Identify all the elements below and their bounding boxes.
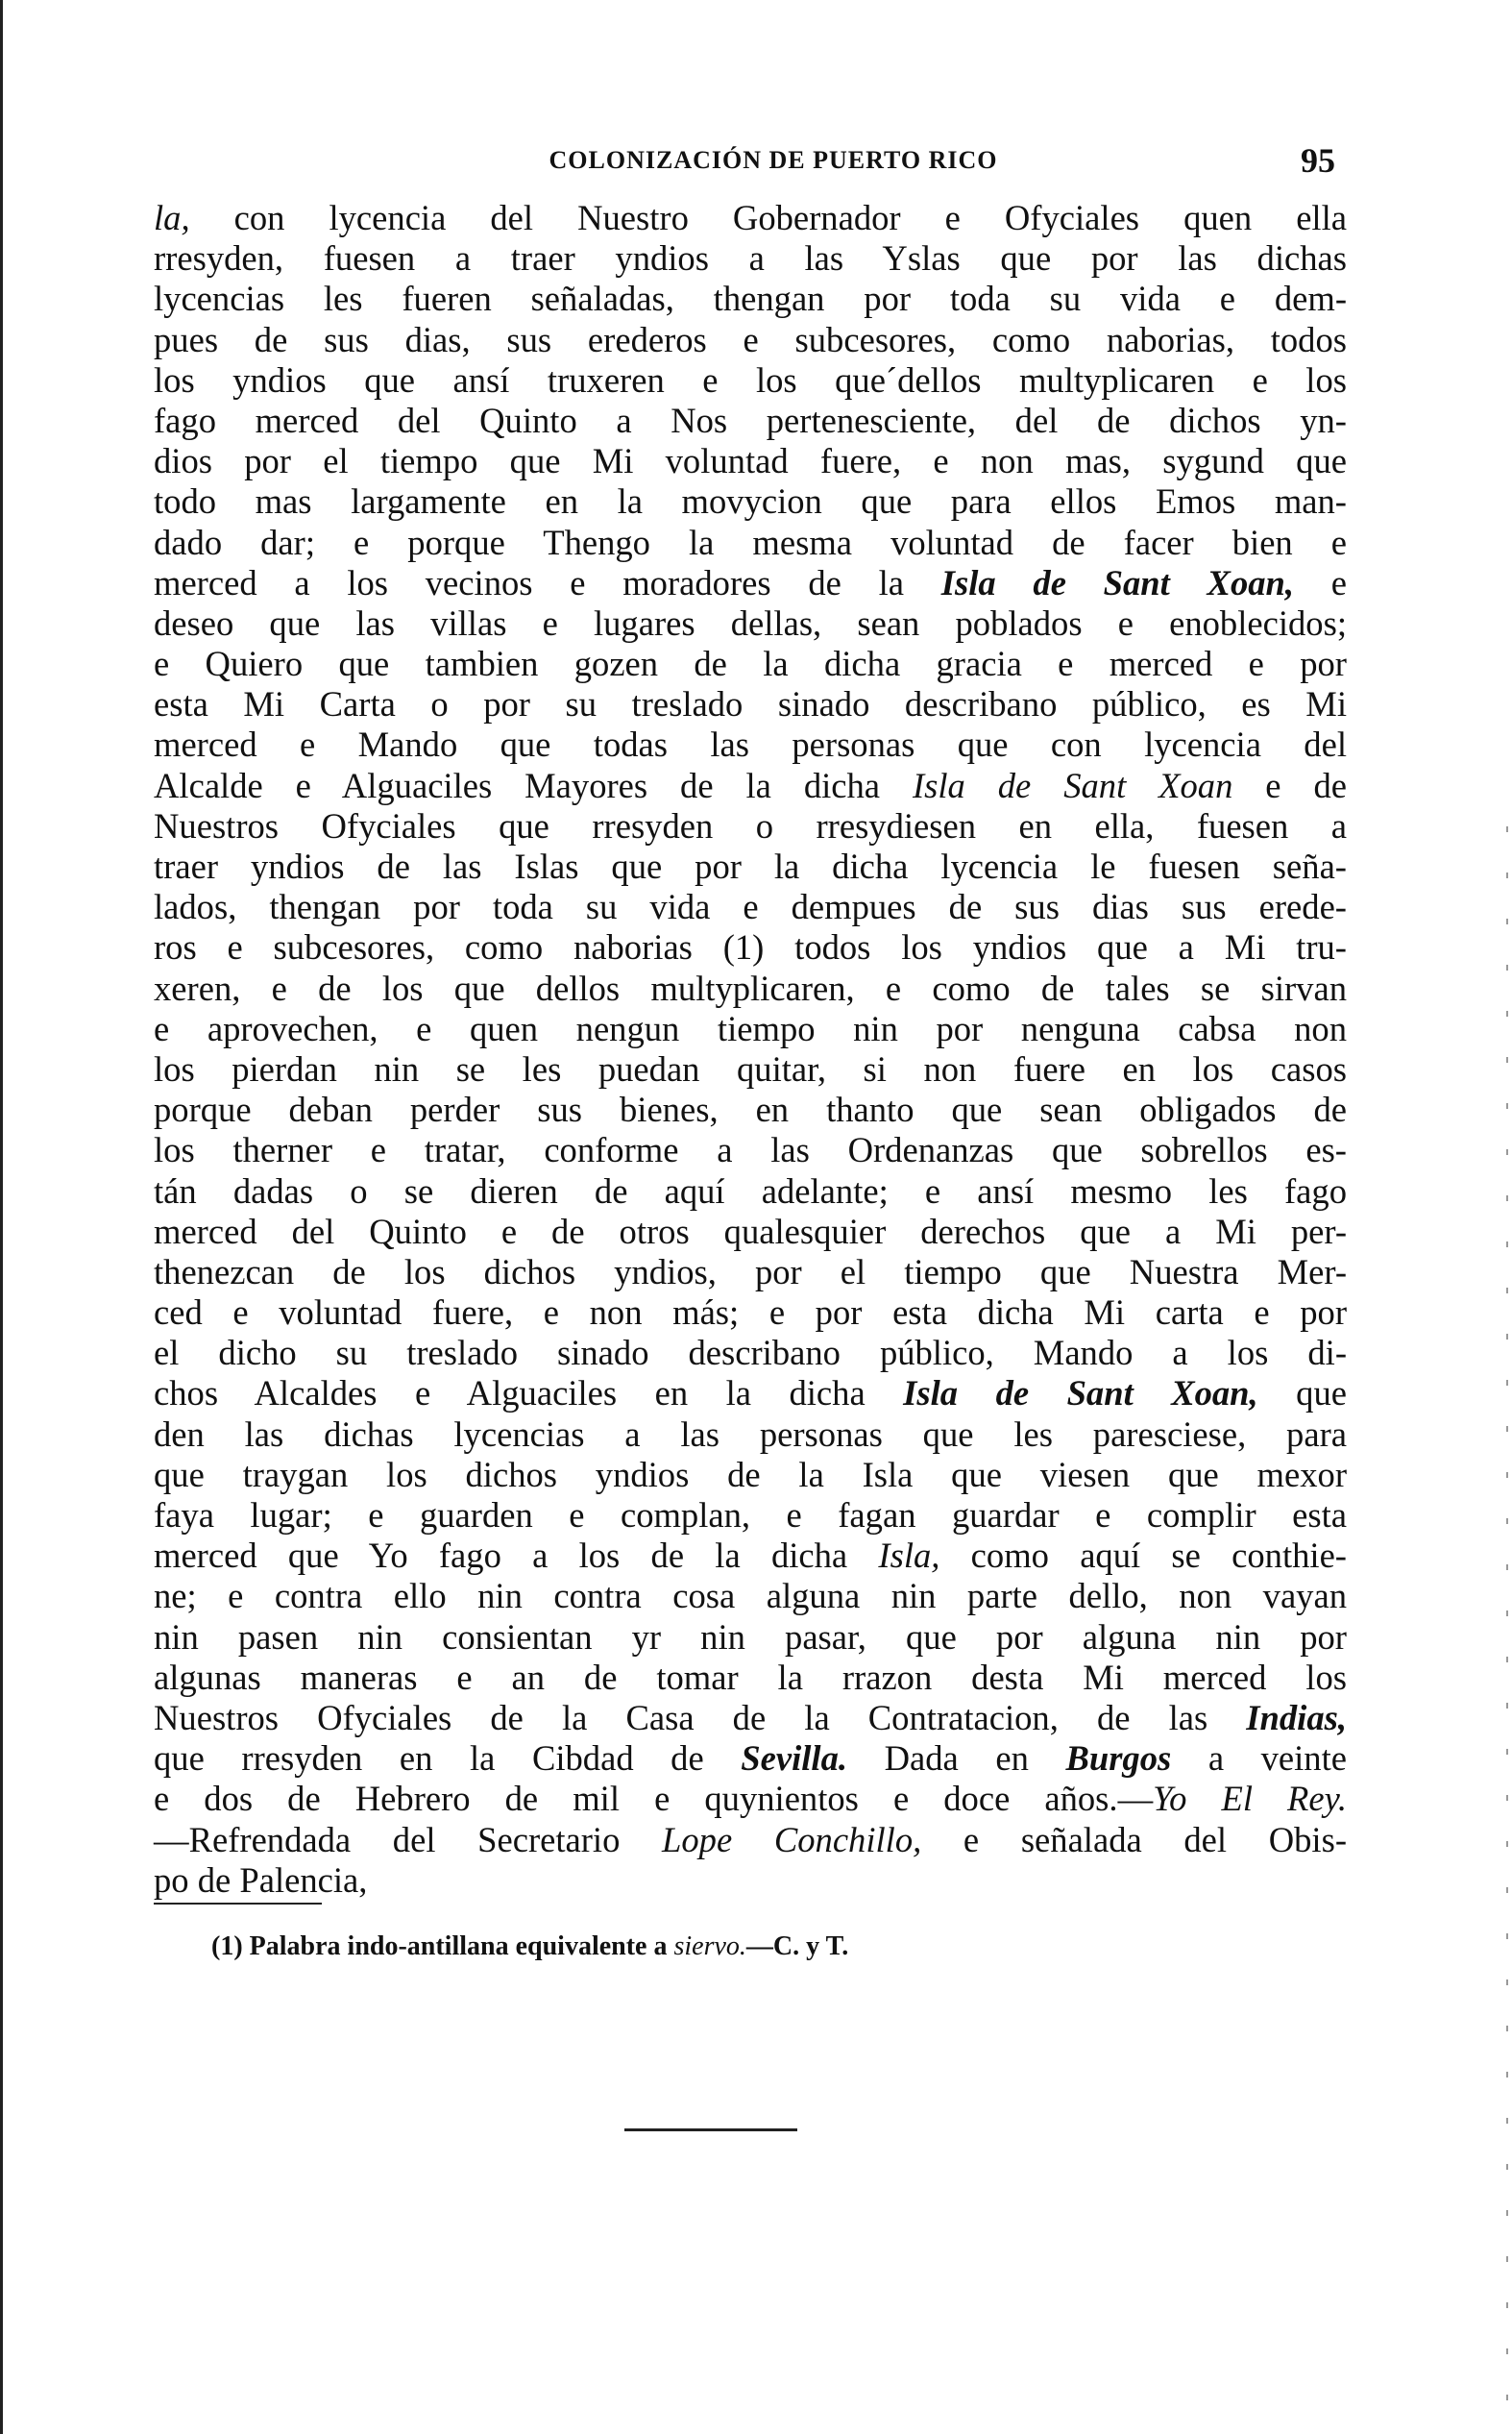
text-run: Nuestros Ofyciales de la Casa de la Contratacion, de las: [154, 1697, 1247, 1737]
text-italic: Sevilla.: [741, 1738, 848, 1779]
text-line: tán dadas o se dieren de aquí adelante; e ansí mesmo les fago: [154, 1170, 1347, 1211]
text-line: [154, 1536, 1347, 1576]
text-line: pues de sus dias, sus erederos e subcesores, como naborias, todos: [154, 319, 1347, 359]
text-line: los yndios que ansí truxeren e los que´dellos multyplicaren e los: [154, 359, 1347, 400]
page-number: 95: [1301, 141, 1335, 180]
text-run: e señalada del Obis-: [921, 1819, 1347, 1859]
text-line: Nuestros Ofyciales que rresyden o rresydiesen en ella, fuesen a: [154, 805, 1347, 846]
text-line: algunas maneras e an de tomar la rrazon desta Mi merced los: [154, 1657, 1347, 1697]
text-run: que rresyden en la Cibdad de: [154, 1738, 742, 1779]
end-divider: [624, 2128, 797, 2131]
text-line: dado dar; e porque Thengo la mesma voluntad de facer bien e: [154, 522, 1347, 562]
text-line: porque deban perder sus bienes, en thanto que sean obligados de: [154, 1090, 1347, 1130]
text-italic: Isla de Sant Xoan: [912, 765, 1233, 805]
text-line: ne; e contra ello nin contra cosa alguna nin parte dello, non vayan: [154, 1576, 1347, 1616]
footnote-marker: (1): [211, 1931, 243, 1961]
text-run: como aquí se conthie-: [939, 1536, 1347, 1576]
text-italic: la,: [154, 198, 190, 237]
text-line: rresyden, fuesen a traer yndios a las Yslas que por las dichas: [154, 238, 1347, 279]
text-line: traer yndios de las Islas que por la dicha lycencia le fuesen seña-: [154, 847, 1347, 886]
footnote-term: siervo.: [673, 1931, 746, 1961]
page-header: [211, 141, 1335, 184]
text-line: lycencias les fueren señaladas, thengan por toda su vida e dem-: [154, 279, 1347, 319]
body-text: [154, 198, 1347, 1901]
text-line: [154, 1779, 1347, 1819]
text-line: que traygan los dichos yndios de la Isla que viesen que mexor: [154, 1454, 1347, 1494]
text-line: den las dichas lycencias a las personas que les paresciese, para: [154, 1414, 1347, 1454]
text-line: xeren, e de los que dellos multyplicaren, e como de tales se sirvan: [154, 968, 1347, 1008]
text-line: los pierdan nin se les puedan quitar, si non fuere en los casos: [154, 1048, 1347, 1089]
footnote-source: —C. y T.: [745, 1931, 849, 1961]
text-line: e aprovechen, e quen nengun tiempo nin por nenguna cabsa non: [154, 1008, 1347, 1048]
text-run: e: [1294, 562, 1347, 602]
text-line: e Quiero que tambien gozen de la dicha gracia e merced e por: [154, 644, 1347, 684]
text-italic: Isla de Sant Xoan,: [903, 1373, 1258, 1414]
text-line: fago merced del Quinto a Nos pertenesciente, del de dichos yn-: [154, 400, 1347, 440]
text-line: [154, 198, 1347, 238]
text-line: [154, 1820, 1347, 1860]
text-run: Alcalde e Alguaciles Mayores de la dicha: [154, 765, 913, 805]
text-line: ced e voluntad fuere, e non más; e por esta dicha Mi carta e por: [154, 1292, 1347, 1333]
text-italic: Isla,: [878, 1536, 940, 1576]
footnote-divider: [154, 1903, 322, 1905]
text-run: e dos de Hebrero de mil e quynientos e doce años.—: [154, 1779, 1154, 1819]
text-run: Dada en: [847, 1738, 1066, 1779]
text-line: nin pasen nin consientan yr nin pasar, que por alguna nin por: [154, 1616, 1347, 1657]
text-line: thenezcan de los dichos yndios, por el tiempo que Nuestra Mer-: [154, 1251, 1347, 1291]
text-line: el dicho su treslado sinado describano público, Mando a los di-: [154, 1333, 1347, 1373]
text-line: dios por el tiempo que Mi voluntad fuere, e non mas, sygund que: [154, 441, 1347, 481]
text-line: deseo que las villas e lugares dellas, sean poblados e enoblecidos;: [154, 602, 1347, 643]
text-run: —Refrendada del Secretario: [154, 1819, 663, 1859]
text-italic: Isla de Sant Xoan,: [940, 562, 1295, 602]
text-line: ros e subcesores, como naborias (1) todos los yndios que a Mi tru-: [154, 927, 1347, 968]
text-line: po de Palencia,: [154, 1859, 368, 1900]
text-italic: Yo El Rey.: [1153, 1779, 1347, 1819]
text-run: con lycencia del Nuestro Gobernador e Ofyciales quen ella: [189, 198, 1347, 237]
text-line: [154, 1698, 1347, 1738]
text-run: merced que Yo fago a los de la dicha: [154, 1536, 879, 1576]
text-line: todo mas largamente en la movycion que para ellos Emos man-: [154, 481, 1347, 522]
text-run: que: [1257, 1373, 1347, 1414]
page-right-edge-marks: [1506, 826, 1508, 2422]
text-line: los therner e tratar, conforme a las Ordenanzas que sobrellos es-: [154, 1130, 1347, 1170]
text-line: esta Mi Carta o por su treslado sinado describano público, es Mi: [154, 684, 1347, 725]
text-line: merced e Mando que todas las personas que con lycencia del: [154, 725, 1347, 765]
footnote-text: Palabra indo-antillana equivalente a: [242, 1931, 674, 1961]
footnote: [211, 1931, 1268, 1962]
text-line: [154, 1373, 1347, 1414]
text-line: [154, 766, 1347, 806]
text-run: merced a los vecinos e moradores de la: [154, 562, 941, 602]
text-run: chos Alcaldes e Alguaciles en la dicha: [154, 1373, 904, 1414]
text-run: e de: [1232, 765, 1347, 805]
text-italic: Indias,: [1246, 1697, 1347, 1737]
text-line: [154, 1738, 1347, 1779]
text-run: a veinte: [1171, 1738, 1347, 1779]
text-line: faya lugar; e guarden e complan, e fagan guardar e complir esta: [154, 1495, 1347, 1535]
text-italic: Burgos: [1065, 1738, 1172, 1779]
text-line: lados, thengan por toda su vida e dempues de sus dias sus erede-: [154, 887, 1347, 927]
page-left-edge: [0, 0, 3, 2434]
text-line: merced del Quinto e de otros qualesquier derechos que a Mi per-: [154, 1211, 1347, 1251]
running-head: COLONIZACIÓN DE PUERTO RICO: [549, 146, 998, 174]
text-line: [154, 563, 1347, 603]
text-italic: Lope Conchillo,: [662, 1819, 922, 1859]
